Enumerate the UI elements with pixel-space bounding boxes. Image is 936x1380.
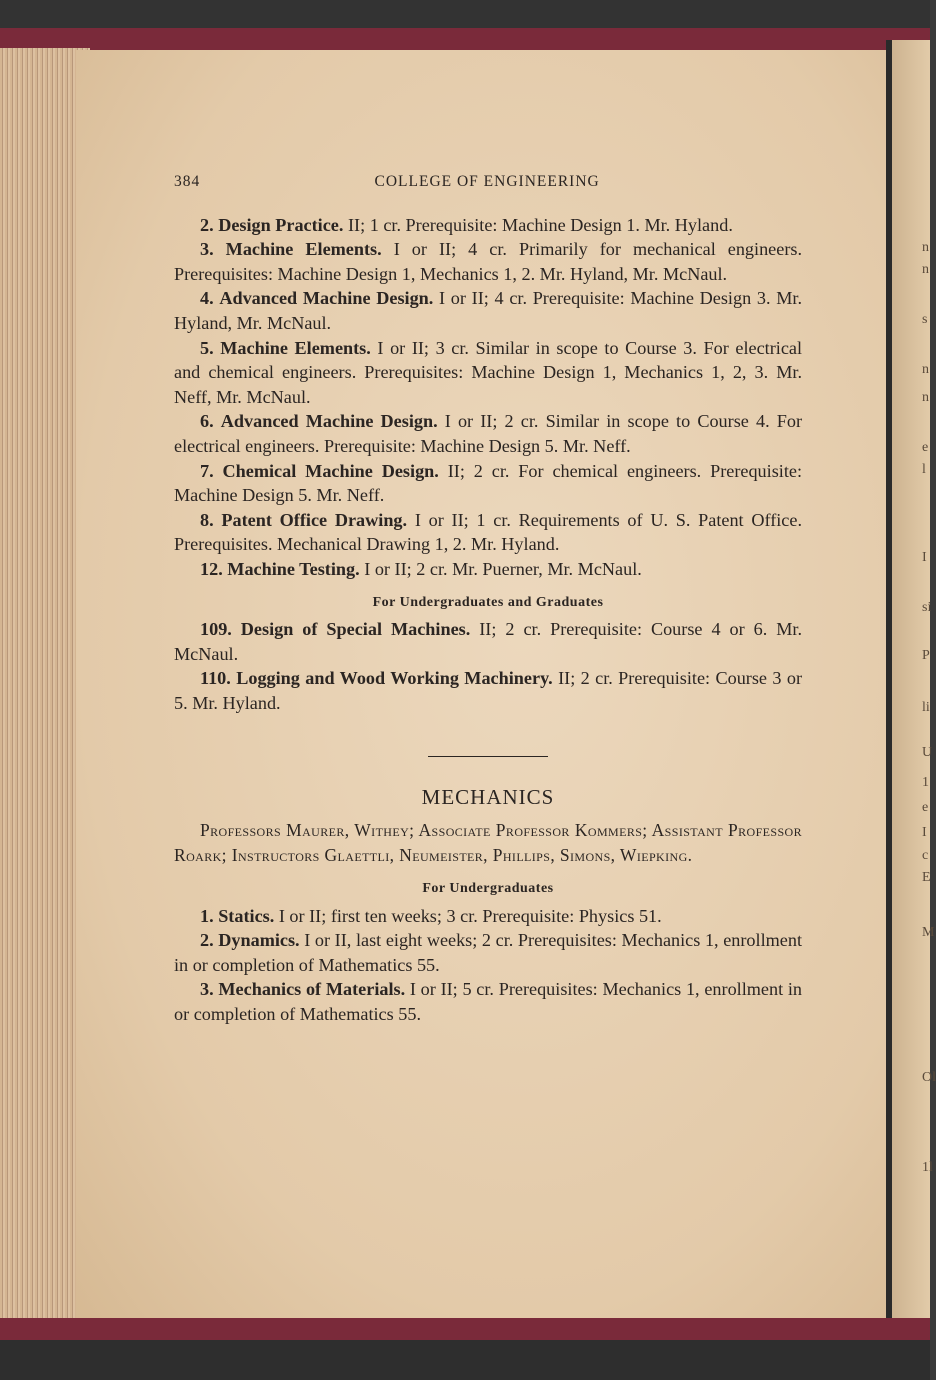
course-description: I or II; 4 cr. Primarily for mechanical engineers. Prerequisites: Machine Design 1, Mechanics 1, 2. Mr. Hyland, Mr. McNaul. [174, 239, 803, 284]
facing-page-fragment: 1 [922, 775, 929, 790]
facing-page-fragment: I [922, 550, 927, 565]
course-title: Design Practice. [218, 214, 344, 235]
course-title: Advanced Machine Design. [219, 288, 434, 309]
facing-page-fragment: I [922, 825, 927, 840]
course-title: Patent Office Drawing. [221, 509, 408, 530]
course-entry [174, 617, 802, 666]
course-title: Machine Elements. [220, 337, 371, 358]
facing-page-fragment: U [922, 745, 933, 760]
book-cover-bottom [0, 1318, 930, 1380]
course-title: Machine Testing. [227, 558, 360, 579]
course-title: Design of Special Machines. [240, 619, 471, 640]
course-title: Chemical Machine Design. [222, 460, 439, 481]
course-entry [174, 904, 802, 929]
course-number: 2. [200, 214, 214, 235]
course-description: I or II, last eight weeks; 2 cr. Prerequisites: Mechanics 1, enrollment in or completion of Mathematics 55. [174, 930, 802, 975]
course-title: Advanced Machine Design. [220, 411, 438, 432]
course-title: Machine Elements. [225, 239, 382, 260]
running-title: COLLEGE OF ENGINEERING [374, 173, 600, 190]
facing-page-fragment: n [922, 262, 929, 277]
course-entry [174, 977, 802, 1026]
course-description: II; 2 cr. Prerequisite: Course 4 or 6. Mr. McNaul. [174, 619, 802, 664]
facing-page-fragment: n [922, 240, 929, 255]
course-description: I or II; 2 cr. Similar in scope to Course 4. For electrical engineers. Prerequisite: Machine Design 5. Mr. Neff. [174, 411, 803, 456]
course-description: II; 2 cr. Prerequisite: Course 3 or 5. Mr. Hyland. [174, 668, 803, 713]
facing-page-fragment: li [922, 700, 930, 715]
course-description: I or II; 2 cr. Mr. Puerner, Mr. McNaul. [364, 558, 642, 579]
facing-page-fragment: e [922, 440, 929, 455]
facing-page-fragment: l [922, 462, 926, 477]
course-entry [174, 213, 802, 238]
facing-page-fragment: c [922, 848, 929, 863]
facing-page-fragment: s [922, 312, 928, 327]
course-description: I or II; 4 cr. Prerequisite: Machine Design 3. Mr. Hyland, Mr. McNaul. [174, 288, 802, 333]
course-list-grad [174, 617, 802, 715]
facing-page-fragment: E [922, 870, 931, 885]
facing-page-fragment: M [922, 925, 935, 940]
facing-page-fragment: n [922, 362, 929, 377]
subheading-undergrad: For Undergraduates [422, 881, 554, 897]
facing-page-fragment: n [922, 390, 929, 405]
subheading-undergrad-grad: For Undergraduates and Graduates [372, 594, 604, 610]
course-entry [174, 557, 802, 582]
section-title: MECHANICS [421, 785, 555, 810]
page-number: 384 [174, 173, 201, 190]
page-text [174, 170, 802, 1027]
course-entry [174, 508, 802, 557]
course-description: I or II; 3 cr. Similar in scope to Course 3. For electrical and chemical engineers. Prerequisites: Machine Design 1, Mechanics 1, 2, 3. Mr. Neff, Mr. McNaul. [174, 337, 803, 407]
course-entry [174, 666, 802, 715]
course-description: I or II; 5 cr. Prerequisites: Mechanics 1, enrollment in or completion of Mathematics 55. [174, 979, 803, 1025]
course-number: 109. [200, 619, 232, 640]
course-number: 12. [200, 558, 223, 579]
course-title: Mechanics of Materials. [218, 979, 406, 1000]
course-number: 1. [200, 905, 214, 926]
facing-page-fragment: 1l [922, 1160, 933, 1175]
running-header [174, 170, 802, 195]
book-cover-top [0, 0, 930, 52]
course-list-mechanics [174, 904, 802, 1027]
section-divider [428, 756, 548, 757]
course-description: II; 1 cr. Prerequisite: Machine Design 1. Mr. Hyland. [347, 214, 733, 235]
course-entry [174, 409, 802, 458]
course-number: 3. [200, 979, 214, 1000]
course-entry [174, 459, 802, 508]
facing-page-fragment: e [922, 800, 929, 815]
course-entry [174, 336, 802, 410]
course-number: 8. [200, 509, 214, 530]
course-number: 7. [200, 460, 214, 481]
facing-page-fragment: Ol [922, 1070, 936, 1085]
course-title: Dynamics. [218, 930, 300, 951]
course-title: Statics. [218, 905, 275, 926]
faculty-list: Professors Maurer, Withey; Associate Professor Kommers; Assistant Professor Roark; Instructors Glaettli, Neumeister, Phillips, Simons, Wiepking. [174, 820, 802, 866]
course-number: 4. [200, 288, 214, 309]
course-title: Logging and Wood Working Machinery. [236, 668, 553, 689]
course-number: 3. [200, 239, 214, 260]
course-number: 110. [200, 668, 231, 689]
course-entry [174, 928, 802, 977]
course-list-machine-design [174, 213, 802, 582]
course-number: 6. [200, 411, 214, 432]
course-number: 5. [200, 337, 214, 358]
course-description: I or II; 1 cr. Requirements of U. S. Patent Office. Prerequisites. Mechanical Drawing 1, 2. Mr. Hyland. [174, 509, 803, 555]
facing-page-fragment: P [922, 648, 930, 663]
course-number: 2. [200, 930, 214, 951]
course-entry [174, 286, 802, 335]
facing-page-edge [892, 40, 933, 1325]
course-description: II; 2 cr. For chemical engineers. Prerequisite: Machine Design 5. Mr. Neff. [174, 460, 803, 506]
facing-page-fragment: si [922, 600, 932, 615]
course-description: I or II; first ten weeks; 3 cr. Prerequisite: Physics 51. [278, 905, 662, 926]
course-entry [174, 237, 802, 286]
